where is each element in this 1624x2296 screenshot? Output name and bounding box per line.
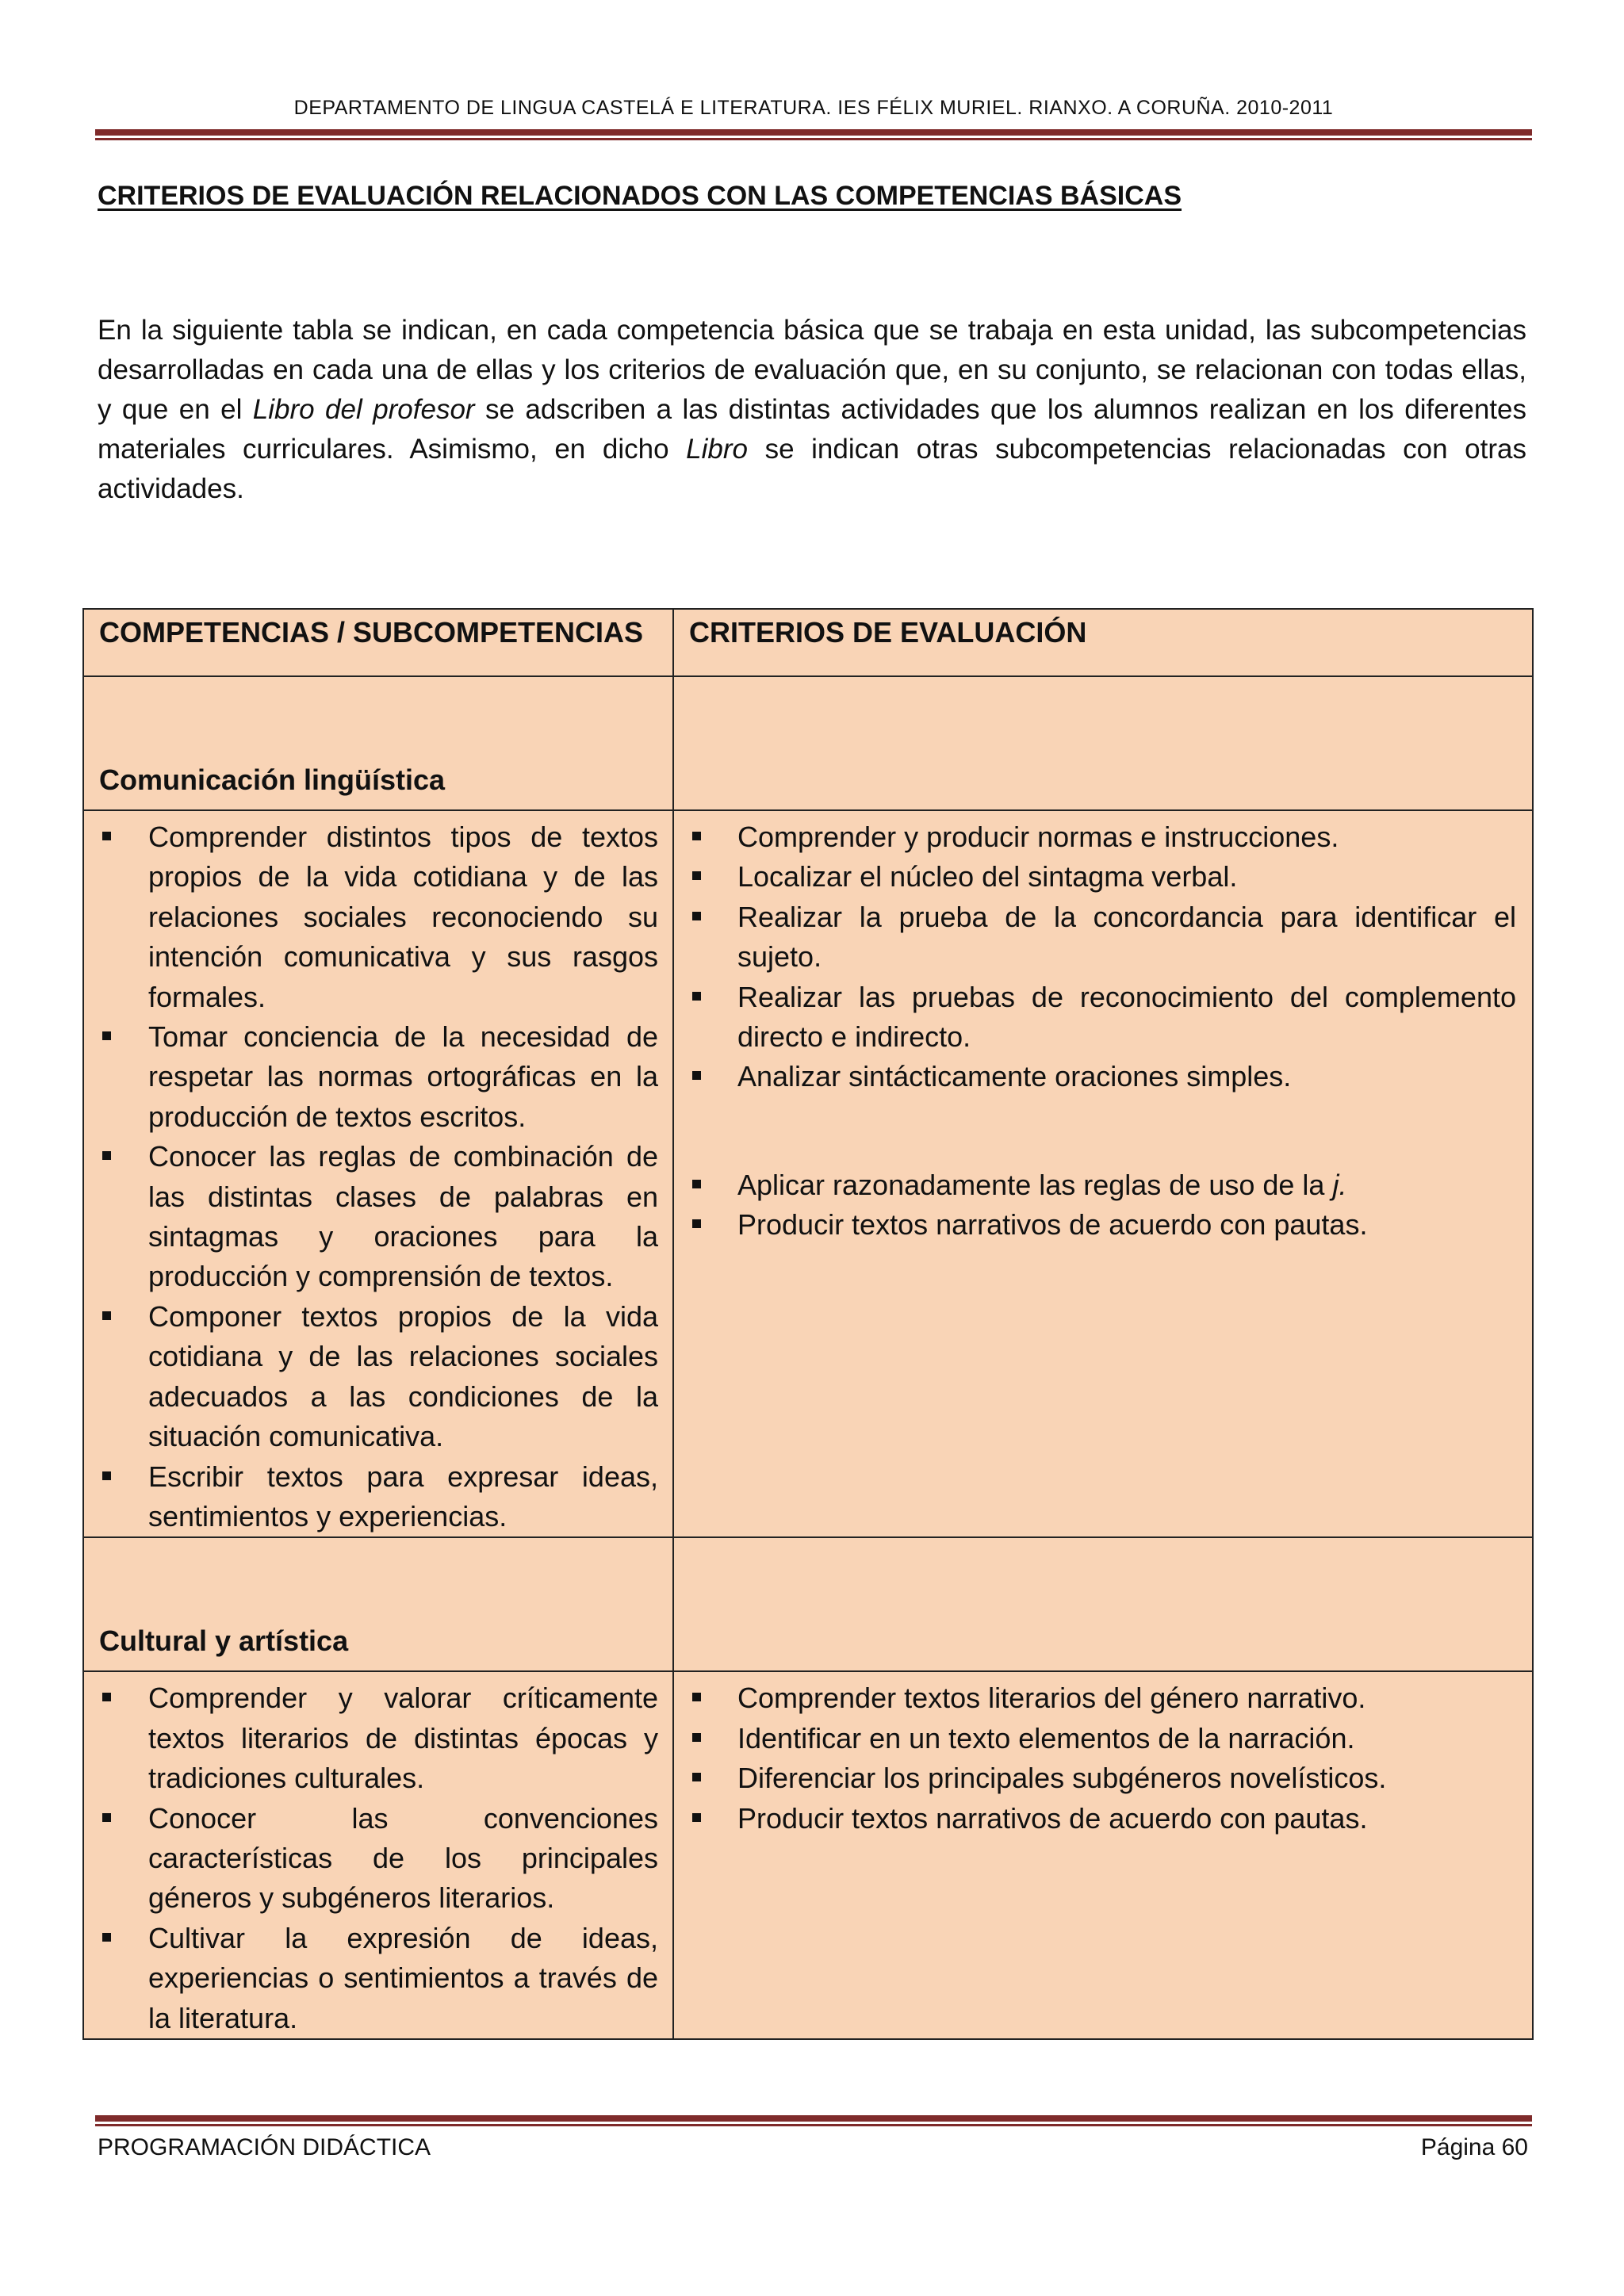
section-row-comunicacion bbox=[83, 676, 1533, 810]
list-item: Escribir textos para expresar ideas, sentimientos y experiencias. bbox=[84, 1457, 658, 1537]
list-item: Realizar las pruebas de reconocimiento del complemento directo e indirecto. bbox=[674, 978, 1516, 1058]
list-item: Componer textos propios de la vida cotidiana y de las relaciones sociales adecuados a las condiciones de la situación comunicativa. bbox=[84, 1297, 658, 1457]
section-title-cultural: Cultural y artística bbox=[99, 1624, 349, 1658]
footer-rule bbox=[95, 2115, 1532, 2126]
list-item: Conocer las reglas de combinación de las distintas clases de palabras en sintagmas y oraciones para la producción y comprensión de textos. bbox=[84, 1137, 658, 1297]
col1-header: COMPETENCIAS / SUBCOMPETENCIAS bbox=[99, 616, 644, 649]
list-item: Producir textos narrativos de acuerdo con pautas. bbox=[674, 1799, 1516, 1839]
list-item: Comprender distintos tipos de textos propios de la vida cotidiana y de las relaciones sociales reconociendo su intención comunicativa y sus rasgos formales. bbox=[84, 817, 658, 1017]
subcompetencias-list bbox=[84, 811, 672, 1536]
criterios-cell bbox=[673, 810, 1533, 1537]
list-item: Realizar la prueba de la concordancia para identificar el sujeto. bbox=[674, 897, 1516, 978]
list-item: Localizar el núcleo del sintagma verbal. bbox=[674, 857, 1516, 897]
subcompetencias-cell bbox=[83, 810, 673, 1537]
list-item: Comprender y producir normas e instrucciones. bbox=[674, 817, 1516, 857]
section-title: CRITERIOS DE EVALUACIÓN RELACIONADOS CON LAS COMPETENCIAS BÁSICAS bbox=[98, 181, 1182, 211]
intro-text-2: se adscriben a las distintas actividades que los alumnos realizan en los diferentes materiales curriculares. Asimismo, en dicho bbox=[98, 394, 1526, 465]
list-item: Conocer las convenciones características de los principales géneros y subgéneros literarios. bbox=[84, 1799, 658, 1919]
header-cell-criterios bbox=[673, 609, 1533, 676]
list-item: Comprender textos literarios del género narrativo. bbox=[674, 1678, 1516, 1718]
page-number: Página 60 bbox=[1420, 2134, 1528, 2160]
section-title-cell bbox=[83, 1537, 673, 1671]
criterios-list bbox=[674, 811, 1532, 1246]
header-cell-competencias bbox=[83, 609, 673, 676]
col2-header: CRITERIOS DE EVALUACIÓN bbox=[689, 616, 1087, 649]
table-header-row bbox=[83, 609, 1533, 676]
criterio-j-text: Aplicar razonadamente las reglas de uso de la bbox=[737, 1168, 1333, 1201]
running-header: DEPARTAMENTO DE LINGUA CASTELÁ E LITERATURA. IES FÉLIX MURIEL. RIANXO. A CORUÑA. 2010-2011 bbox=[293, 97, 1334, 119]
list-item: Comprender y valorar críticamente textos literarios de distintas épocas y tradiciones culturales. bbox=[84, 1678, 658, 1798]
intro-text-1: En la siguiente tabla se indican, en cada competencia básica que se trabaja en esta unidad, las subcompetencias desarrolladas en cada una de ellas y los criterios de evaluación que, en su conjunto, se relacionan con todas ellas, y que en el bbox=[98, 315, 1526, 425]
intro-text-3: se indican otras subcompetencias relacionadas con otras actividades. bbox=[98, 434, 1526, 504]
section-title-cell bbox=[83, 676, 673, 810]
list-item: Tomar conciencia de la necesidad de respetar las normas ortográficas en la producción de textos escritos. bbox=[84, 1017, 658, 1137]
header-rule bbox=[95, 129, 1532, 140]
list-item: Producir textos narrativos de acuerdo con pautas. bbox=[674, 1205, 1516, 1245]
section-empty-cell bbox=[673, 1537, 1533, 1671]
section-empty-cell bbox=[673, 676, 1533, 810]
table-row bbox=[83, 810, 1533, 1537]
subcompetencias-cell bbox=[83, 1671, 673, 2039]
criteria-table bbox=[82, 608, 1534, 2040]
section-row-cultural bbox=[83, 1537, 1533, 1671]
list-item: Identificar en un texto elementos de la narración. bbox=[674, 1719, 1516, 1758]
criterios-cell bbox=[673, 1671, 1533, 2039]
intro-italic-libro: Libro bbox=[686, 434, 748, 465]
list-item: Diferenciar los principales subgéneros novelísticos. bbox=[674, 1758, 1516, 1798]
intro-italic-libro-profesor: Libro del profesor bbox=[252, 394, 475, 425]
subcompetencias-list bbox=[84, 1672, 672, 2038]
intro-paragraph bbox=[98, 311, 1526, 509]
criterio-j-italic: j. bbox=[1332, 1168, 1347, 1201]
footer-title: PROGRAMACIÓN DIDÁCTICA bbox=[98, 2134, 431, 2160]
list-item: Cultivar la expresión de ideas, experiencias o sentimientos a través de la literatura. bbox=[84, 1919, 658, 2038]
section-title-comunicacion: Comunicación lingüística bbox=[99, 763, 446, 796]
list-item bbox=[674, 1165, 1516, 1205]
criterios-list bbox=[674, 1672, 1532, 1839]
list-item: Analizar sintácticamente oraciones simples. bbox=[674, 1057, 1516, 1096]
table-row bbox=[83, 1671, 1533, 2039]
